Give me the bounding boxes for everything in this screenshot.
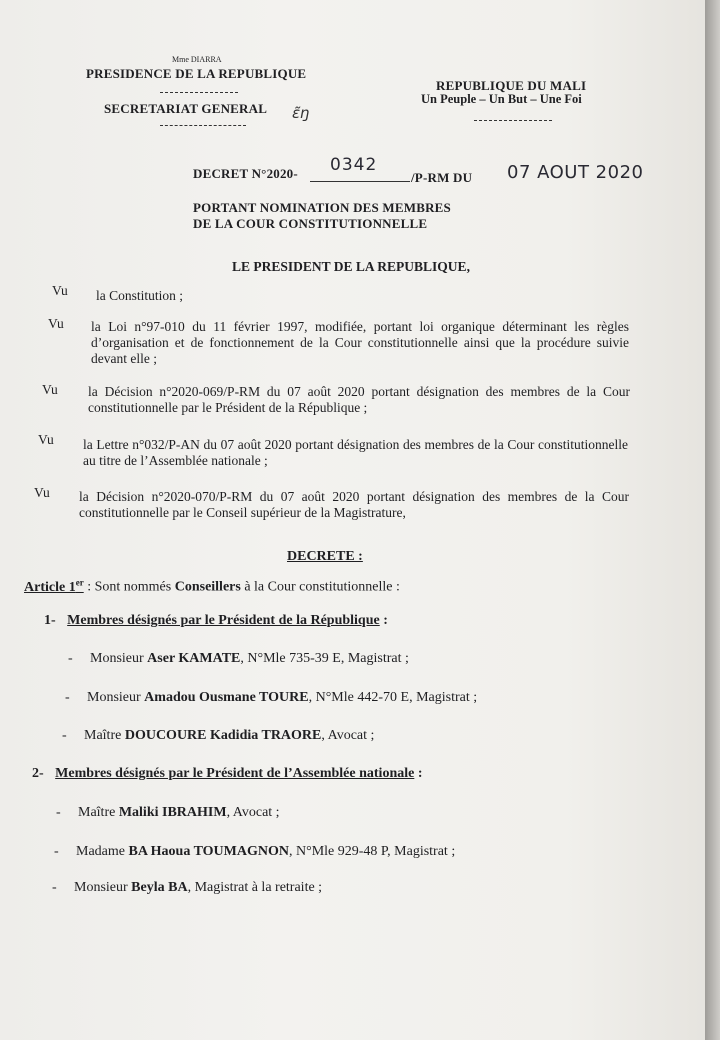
section-number: 2- [32,766,44,781]
decree-number: 0342 [330,155,378,175]
member-row: - Monsieur Amadou Ousmane TOURE, N°Mle 442-70 E, Magistrat ; [65,690,478,705]
section-number: 1- [44,613,56,628]
section-title: Membres désignés par le Président de la République [67,613,380,628]
divider [160,125,246,126]
member-name: Amadou Ousmane TOURE [144,690,309,705]
page-edge-shadow [705,0,720,1040]
divider [160,92,238,93]
decree-subject-line2: DE LA COUR CONSTITUTIONNELLE [193,216,428,231]
decree-date: 07 AOUT 2020 [507,162,644,183]
decrete-heading: DECRETE : [287,549,363,564]
member-row: - Monsieur Aser KAMATE, N°Mle 735-39 E, Magistrat ; [68,651,409,666]
consideration-4: la Lettre n°032/P-AN du 07 août 2020 portant désignation des membres de la Cour constitutionnelle au titre de l’Assemblée nationale ; [83,437,628,468]
list-dash: - [52,880,57,895]
consideration-2: la Loi n°97-010 du 11 février 1997, modifiée, portant loi organique déterminant les règles d’organisation et de fonctionnement de la Cour constitutionnelle ainsi que la procédure suivie devant elle ; [91,319,629,366]
president-heading: LE PRESIDENT DE LA REPUBLIQUE, [232,259,470,274]
country-heading: REPUBLIQUE DU MALI [436,78,587,93]
list-dash: - [54,844,59,859]
article-text-bold: Conseillers [174,579,241,595]
list-dash: - [65,690,70,705]
decree-middle: /P-RM DU [411,170,473,185]
member-row: - Maître Maliki IBRAHIM, Avocat ; [56,805,280,820]
consideration-3: la Décision n°2020-069/P-RM du 07 août 2020 portant désignation des membres de la Cour constitutionnelle par le Président de la République ; [88,384,630,415]
article-1 [24,577,400,596]
section-title: Membres désignés par le Président de l’Assemblée nationale [55,766,415,781]
consideration-1: la Constitution ; [96,288,184,303]
member-row: - Madame BA Haoua TOUMAGNON, N°Mle 929-48 P, Magistrat ; [54,844,456,859]
member-row: - Monsieur Beyla BA, Magistrat à la retraite ; [52,880,323,895]
section-1-heading [44,613,388,629]
list-dash: - [68,651,73,666]
vu-label: Vu [48,316,64,331]
member-row: - Maître DOUCOURE Kadidia TRAORE, Avocat ; [62,728,375,743]
member-name: DOUCOURE Kadidia TRAORE [124,728,322,743]
list-dash: - [62,728,67,743]
vu-label: Vu [34,485,50,500]
secretariat-heading: SECRETARIAT GENERAL [104,101,268,116]
decree-subject-line1: PORTANT NOMINATION DES MEMBRES [193,200,451,215]
member-name: BA Haoua TOUMAGNON [128,844,289,859]
vu-label: Vu [42,382,58,397]
member-name: Maliki IBRAHIM [118,805,227,820]
vu-label: Vu [52,283,68,298]
article-text-post: à la Cour constitutionnelle : [240,579,400,595]
section-colon: : [414,766,423,781]
handwritten-initials: ɛ̃ŋ [292,104,310,122]
decree-number-line [310,181,410,182]
vu-label: Vu [38,432,54,447]
article-text-pre: : Sont nommés [83,579,175,595]
decree-prefix: DECRET N°2020- [193,166,298,181]
divider [474,120,552,121]
consideration-5: la Décision n°2020-070/P-RM du 07 août 2020 portant désignation des membres de la Cour constitutionnelle par le Conseil supérieur de la Magistrature, [79,489,629,520]
section-colon: : [379,613,388,628]
member-name: Aser KAMATE [147,651,241,666]
handwritten-name: Mme DIARRA [172,55,222,64]
article-label: Article 1er [24,577,84,595]
presidency-heading: PRESIDENCE DE LA REPUBLIQUE [86,66,307,81]
member-name: Beyla BA [131,880,188,895]
section-2-heading [32,766,423,782]
national-motto: Un Peuple – Un But – Une Foi [421,92,582,106]
list-dash: - [56,805,61,820]
